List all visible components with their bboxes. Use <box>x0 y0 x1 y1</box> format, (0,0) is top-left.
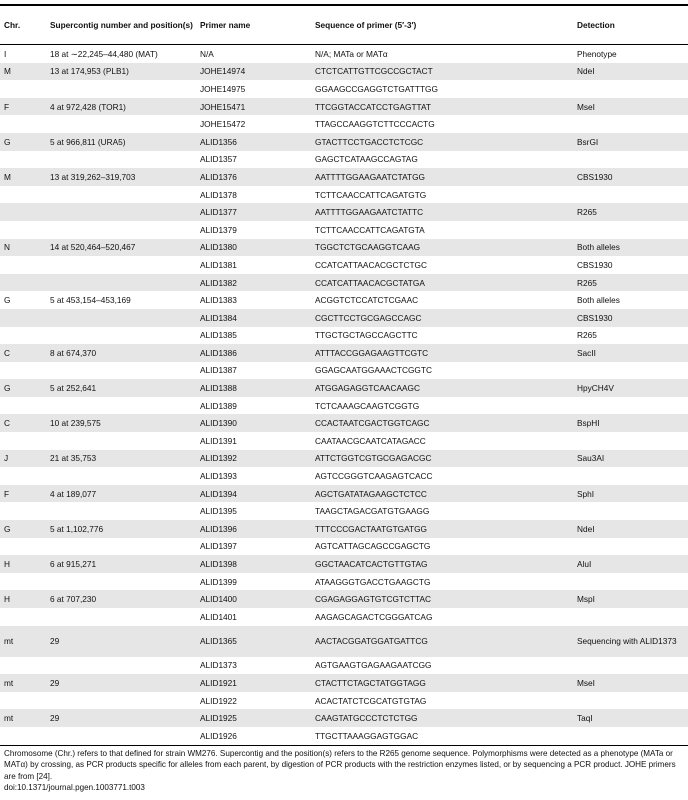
cell-detection: SacII <box>573 344 688 362</box>
table-row <box>0 133 688 151</box>
cell-chr: I <box>4 48 7 59</box>
cell-chr <box>0 115 46 133</box>
cell-sequence: TTCGGTACCATCCTGAGTTAT <box>311 98 573 116</box>
cell-detection <box>573 80 688 98</box>
cell-primer: ALID1399 <box>200 576 237 587</box>
cell-primer: ALID1389 <box>200 400 237 411</box>
cell-sequence: AATTTTGGAAGAATCTATGG <box>311 168 573 186</box>
table-row <box>0 63 688 81</box>
cell-supercontig: 29 <box>46 709 196 727</box>
cell-primer: ALID1388 <box>196 379 311 397</box>
cell-supercontig <box>46 397 196 415</box>
cell-sequence: TTGCTTAAAGGAGTGGAC <box>315 730 419 741</box>
cell-primer: JOHE15472 <box>200 119 246 130</box>
cell-supercontig: 29 <box>46 674 196 692</box>
cell-chr <box>0 327 46 345</box>
cell-supercontig <box>46 256 196 274</box>
table-row <box>0 45 688 63</box>
cell-chr <box>0 256 46 274</box>
cell-sequence: CCATCATTAACACGCTATGA <box>311 274 573 292</box>
cell-sequence: AGTCATTAGCAGCCGAGCTG <box>315 541 431 552</box>
table-row <box>0 485 688 503</box>
header-chr: Chr. <box>0 6 46 45</box>
cell-detection: TaqI <box>573 709 688 727</box>
header-primer: Primer name <box>196 6 311 45</box>
cell-detection: MspI <box>573 590 688 608</box>
cell-chr <box>0 608 46 626</box>
cell-supercontig <box>46 221 196 239</box>
cell-sequence: AAGAGCAGACTCGGGATCAG <box>315 611 433 622</box>
cell-primer: ALID1926 <box>200 730 237 741</box>
table-row <box>0 573 688 591</box>
cell-sequence: ACGGTCTCCATCTCGAAC <box>315 295 419 306</box>
cell-chr <box>0 573 46 591</box>
table-row <box>0 344 688 362</box>
cell-primer: ALID1386 <box>196 344 311 362</box>
cell-detection: Both alleles <box>573 239 688 257</box>
cell-supercontig: 5 at 966,811 (URA5) <box>46 133 196 151</box>
cell-supercontig: 18 at ∼22,245–44,480 (MAT) <box>50 48 158 59</box>
cell-primer: ALID1921 <box>196 674 311 692</box>
table-row <box>0 327 688 345</box>
table-row <box>0 151 688 169</box>
cell-primer: ALID1394 <box>196 485 311 503</box>
cell-supercontig <box>46 657 196 675</box>
cell-supercontig: 4 at 972,428 (TOR1) <box>46 98 196 116</box>
cell-chr <box>0 362 46 380</box>
cell-chr <box>0 274 46 292</box>
cell-supercontig <box>46 115 196 133</box>
cell-primer: ALID1922 <box>200 695 237 706</box>
cell-detection <box>573 186 688 204</box>
cell-supercontig: 29 <box>46 626 196 657</box>
cell-primer: ALID1365 <box>196 626 311 657</box>
cell-sequence: TCTTCAACCATTCAGATGTG <box>315 189 427 200</box>
cell-chr: F <box>0 98 46 116</box>
cell-chr <box>0 538 46 556</box>
cell-primer: JOHE14975 <box>200 83 246 94</box>
cell-primer: JOHE15471 <box>196 98 311 116</box>
cell-primer: ALID1378 <box>200 189 237 200</box>
table-row <box>0 538 688 556</box>
cell-sequence: GAGCTCATAAGCCAGTAG <box>315 154 418 165</box>
cell-sequence: TCTTCAACCATTCAGATGTA <box>315 224 425 235</box>
cell-sequence: AGTCCGGGTCAAGAGTCACC <box>315 471 433 482</box>
cell-chr: H <box>0 590 46 608</box>
cell-sequence: CAATAACGCAATCATAGACC <box>315 435 426 446</box>
cell-supercontig: 5 at 453,154–453,169 <box>50 295 131 306</box>
table-row <box>0 274 688 292</box>
cell-detection: BsrGI <box>573 133 688 151</box>
table-row <box>0 692 688 710</box>
cell-supercontig: 4 at 189,077 <box>46 485 196 503</box>
header-supercontig: Supercontig number and position(s) <box>46 6 196 45</box>
cell-chr <box>0 692 46 710</box>
cell-detection: NdeI <box>573 63 688 81</box>
cell-chr: M <box>0 63 46 81</box>
cell-detection: AluI <box>573 555 688 573</box>
cell-primer: ALID1357 <box>200 154 237 165</box>
cell-primer: ALID1384 <box>196 309 311 327</box>
cell-detection: CBS1930 <box>573 309 688 327</box>
table-row <box>0 256 688 274</box>
cell-detection <box>573 727 688 745</box>
cell-detection <box>573 657 688 675</box>
cell-chr: M <box>0 168 46 186</box>
cell-sequence: TCTCAAAGCAAGTCGGTG <box>315 400 420 411</box>
cell-detection <box>573 362 688 380</box>
table-row <box>0 608 688 626</box>
cell-sequence: ATTCTGGTCGTGCGAGACGC <box>311 450 573 468</box>
cell-detection <box>573 221 688 239</box>
cell-detection <box>573 115 688 133</box>
cell-detection: NdeI <box>573 520 688 538</box>
table-row <box>0 362 688 380</box>
table-row <box>0 626 688 657</box>
cell-detection: CBS1930 <box>573 168 688 186</box>
cell-supercontig <box>46 727 196 745</box>
cell-chr <box>0 657 46 675</box>
table-row <box>0 674 688 692</box>
cell-sequence: CTCTCATTGTTCGCCGCTACT <box>311 63 573 81</box>
cell-chr <box>0 221 46 239</box>
cell-supercontig <box>46 80 196 98</box>
cell-supercontig <box>46 274 196 292</box>
cell-supercontig <box>46 203 196 221</box>
cell-detection: MseI <box>573 674 688 692</box>
cell-primer: ALID1383 <box>200 295 237 306</box>
cell-supercontig: 13 at 174,953 (PLB1) <box>46 63 196 81</box>
cell-chr: mt <box>0 626 46 657</box>
cell-sequence: TTGCTGCTAGCCAGCTTC <box>315 330 418 341</box>
cell-supercontig <box>46 327 196 345</box>
table-footnote: Chromosome (Chr.) refers to that defined for strain WM276. Supercontig and the position(s) refers to the R265 genome sequence. Polymorphisms were detected as a phenotype (MATa or MATα) by crossing, as PCR products specific for alleles from each parent, by digestion of PCR products with the restriction enzymes listed, or by sequencing a PCR product. JOHE primers are from [24]. <box>4 748 676 781</box>
cell-chr: mt <box>0 674 46 692</box>
cell-sequence: CCATCATTAACACGCTCTGC <box>315 259 428 270</box>
table-row <box>0 727 688 745</box>
cell-supercontig <box>46 309 196 327</box>
cell-sequence: AGTGAAGTGAGAAGAATCGG <box>315 660 432 671</box>
cell-detection: Sau3AI <box>573 450 688 468</box>
cell-chr <box>0 727 46 745</box>
cell-primer: ALID1391 <box>200 435 237 446</box>
cell-chr: mt <box>0 709 46 727</box>
cell-primer: ALID1382 <box>196 274 311 292</box>
cell-primer: ALID1377 <box>196 203 311 221</box>
cell-detection <box>573 397 688 415</box>
cell-supercontig: 6 at 915,271 <box>46 555 196 573</box>
cell-supercontig <box>46 432 196 450</box>
cell-primer: ALID1392 <box>196 450 311 468</box>
cell-sequence: ATAAGGGTGACCTGAAGCTG <box>315 576 431 587</box>
table-row <box>0 590 688 608</box>
cell-chr: G <box>0 379 46 397</box>
header-row <box>0 6 688 45</box>
cell-primer: ALID1373 <box>200 660 237 671</box>
cell-chr <box>0 432 46 450</box>
cell-chr: H <box>0 555 46 573</box>
cell-detection: Sequencing with ALID1373 <box>573 626 688 657</box>
table-row <box>0 379 688 397</box>
cell-supercontig: 5 at 252,641 <box>46 379 196 397</box>
table-row <box>0 115 688 133</box>
table-row <box>0 203 688 221</box>
cell-detection: SphI <box>573 485 688 503</box>
cell-supercontig: 6 at 707,230 <box>46 590 196 608</box>
cell-detection <box>573 467 688 485</box>
table-row <box>0 186 688 204</box>
cell-supercontig: 5 at 1,102,776 <box>46 520 196 538</box>
cell-sequence: AATTTTGGAAGAATCTATTC <box>311 203 573 221</box>
cell-sequence: ATTTACCGGAGAAGTTCGTC <box>311 344 573 362</box>
table-row <box>0 709 688 727</box>
cell-detection: CBS1930 <box>577 259 613 270</box>
cell-chr <box>0 502 46 520</box>
table-row <box>0 467 688 485</box>
table-row <box>0 168 688 186</box>
cell-detection: HpyCH4V <box>573 379 688 397</box>
cell-supercontig <box>46 151 196 169</box>
cell-sequence: ACACTATCTCGCATGTGTAG <box>315 695 427 706</box>
cell-primer: ALID1401 <box>200 611 237 622</box>
cell-detection <box>573 502 688 520</box>
cell-primer: ALID1356 <box>196 133 311 151</box>
cell-primer: ALID1400 <box>196 590 311 608</box>
cell-supercontig <box>46 362 196 380</box>
cell-primer: ALID1925 <box>196 709 311 727</box>
table-row <box>0 414 688 432</box>
cell-sequence: CGAGAGGAGTGTCGTCTTAC <box>311 590 573 608</box>
cell-primer: ALID1381 <box>200 259 237 270</box>
cell-chr <box>0 80 46 98</box>
cell-supercontig <box>46 467 196 485</box>
cell-detection: Phenotype <box>577 48 617 59</box>
cell-chr: G <box>0 520 46 538</box>
primer-table <box>0 6 688 745</box>
cell-supercontig: 8 at 674,370 <box>46 344 196 362</box>
cell-detection: R265 <box>573 274 688 292</box>
table-row <box>0 80 688 98</box>
cell-primer: ALID1385 <box>200 330 237 341</box>
cell-chr: C <box>0 344 46 362</box>
cell-chr <box>0 467 46 485</box>
cell-supercontig: 13 at 319,262–319,703 <box>46 168 196 186</box>
cell-sequence: GGAAGCCGAGGTCTGATTTGG <box>315 83 438 94</box>
cell-chr: F <box>0 485 46 503</box>
cell-supercontig <box>46 538 196 556</box>
cell-chr: G <box>4 295 11 306</box>
cell-detection <box>573 432 688 450</box>
cell-primer: ALID1395 <box>200 506 237 517</box>
cell-primer: ALID1397 <box>200 541 237 552</box>
cell-sequence: GTACTTCCTGACCTCTCGC <box>311 133 573 151</box>
cell-primer: ALID1380 <box>196 239 311 257</box>
header-sequence: Sequence of primer (5′-3′) <box>311 6 573 45</box>
cell-primer: ALID1393 <box>200 471 237 482</box>
cell-primer: N/A <box>200 48 214 59</box>
table-row <box>0 309 688 327</box>
cell-sequence: TAAGCTAGACGATGTGAAGG <box>315 506 430 517</box>
cell-sequence: ATGGAGAGGTCAACAAGC <box>311 379 573 397</box>
cell-detection <box>573 151 688 169</box>
cell-detection <box>573 608 688 626</box>
cell-sequence: CCACTAATCGACTGGTCAGC <box>311 414 573 432</box>
cell-primer: JOHE14974 <box>196 63 311 81</box>
cell-sequence: N/A; MATa or MATα <box>315 48 388 59</box>
table-row <box>0 502 688 520</box>
cell-chr <box>0 151 46 169</box>
cell-primer: ALID1398 <box>196 555 311 573</box>
cell-chr: N <box>0 239 46 257</box>
cell-chr: J <box>0 450 46 468</box>
cell-supercontig <box>46 186 196 204</box>
table-body <box>0 45 688 745</box>
cell-sequence: AGCTGATATAGAAGCTCTCC <box>311 485 573 503</box>
cell-sequence: CTACTTCTAGCTATGGTAGG <box>311 674 573 692</box>
table-row <box>0 98 688 116</box>
cell-detection: R265 <box>573 203 688 221</box>
table-row <box>0 291 688 309</box>
cell-supercontig: 21 at 35,753 <box>46 450 196 468</box>
cell-sequence: CAAGTATGCCCTCTCTGG <box>311 709 573 727</box>
table-row <box>0 520 688 538</box>
cell-chr <box>0 203 46 221</box>
cell-primer: ALID1376 <box>196 168 311 186</box>
table-row <box>0 221 688 239</box>
cell-sequence: GGCTAACATCACTGTTGTAG <box>311 555 573 573</box>
cell-sequence: TGGCTCTGCAAGGTCAAG <box>311 239 573 257</box>
table-row <box>0 239 688 257</box>
cell-supercontig <box>46 692 196 710</box>
cell-chr: G <box>0 133 46 151</box>
cell-supercontig <box>46 608 196 626</box>
cell-sequence: CGCTTCCTGCGAGCCAGC <box>311 309 573 327</box>
doi-label: doi:10.1371/journal.pgen.1003771.t003 <box>4 783 145 793</box>
cell-detection: MseI <box>573 98 688 116</box>
cell-supercontig <box>46 502 196 520</box>
cell-detection: BspHI <box>573 414 688 432</box>
cell-primer: ALID1396 <box>196 520 311 538</box>
cell-supercontig <box>46 573 196 591</box>
cell-detection <box>573 692 688 710</box>
cell-chr <box>0 397 46 415</box>
cell-supercontig: 14 at 520,464–520,467 <box>46 239 196 257</box>
cell-sequence: TTTCCCGACTAATGTGATGG <box>311 520 573 538</box>
header-detection: Detection <box>573 6 688 45</box>
table-row <box>0 555 688 573</box>
cell-primer: ALID1387 <box>200 365 237 376</box>
cell-sequence: GGAGCAATGGAAACTCGGTC <box>315 365 432 376</box>
cell-sequence: TTAGCCAAGGTCTTCCCACTG <box>315 119 435 130</box>
cell-detection <box>573 538 688 556</box>
cell-supercontig: 10 at 239,575 <box>46 414 196 432</box>
cell-detection: Both alleles <box>577 295 620 306</box>
table-row <box>0 657 688 675</box>
cell-chr: C <box>0 414 46 432</box>
cell-primer: ALID1379 <box>200 224 237 235</box>
cell-detection <box>573 573 688 591</box>
cell-chr <box>0 309 46 327</box>
table-row <box>0 397 688 415</box>
table-row <box>0 432 688 450</box>
cell-chr <box>0 186 46 204</box>
cell-detection: R265 <box>577 330 597 341</box>
cell-sequence: AACTACGGATGGATGATTCG <box>311 626 573 657</box>
table-row <box>0 450 688 468</box>
cell-primer: ALID1390 <box>196 414 311 432</box>
